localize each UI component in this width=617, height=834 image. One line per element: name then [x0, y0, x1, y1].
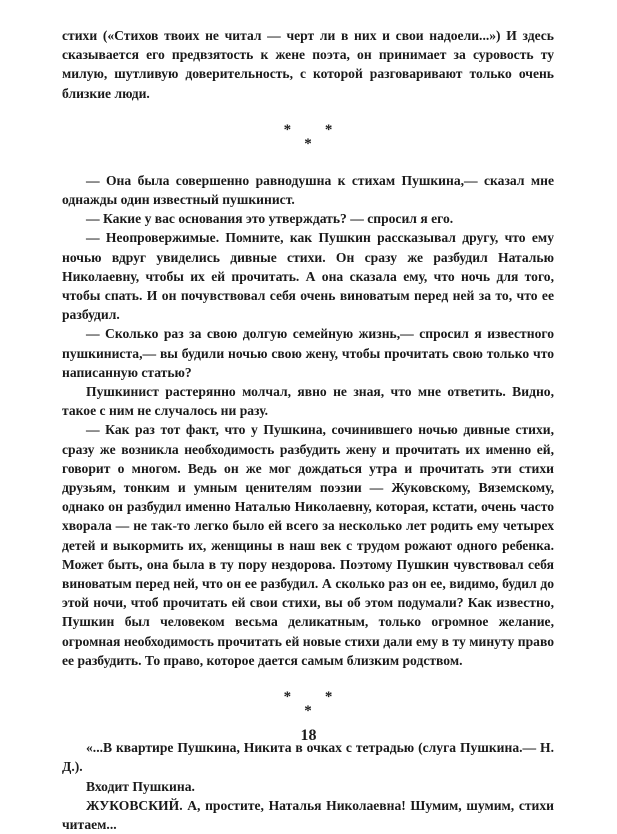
paragraph: — Как раз тот факт, что у Пушкина, сочинившего ночью дивные стихи, сразу же возникла необходимость разбудить жену и прочитать их именно ей, говорит о многом. Ведь он же мог дождаться утра и прочитать эти стихи друзьям, тонким и умным ценителям поэзии — Жуковскому, Вяземскому, однако он разбудил именно Наталью Николаевну, которая, кстати, очень часто хворала — не так-то легко было ей всего за несколько лет родить ему четырех детей и выкормить их, женщины в наш век с трудом рожают одного ребенка. Может быть, она была в ту пору нездорова. Поэтому Пушкин чувствовал себя виноватым перед ней, что он ее разбудил. А сколько раз он ее, видимо, будил до этой ночи, чтоб прочитать ей свои стихи, вы об этом подумали? Как известно, Пушкин был человеком весьма деликатным, только огромное желание, огромная необходимость прочитать ей новые стихи дали ему в ту минуту право ее разбудить. То право, которое дается самым близким родством. [62, 422, 554, 668]
section-separator [62, 123, 554, 151]
paragraph: ЖУКОВСКИЙ. А, простите, Наталья Николаевна! Шумим, шумим, стихи читаем... [62, 797, 554, 832]
page-body [62, 26, 554, 834]
separator-stars-bottom: * [304, 135, 312, 152]
page-number: 18 [300, 727, 317, 744]
paragraph: Пушкинист растерянно молчал, явно не зная, что мне ответить. Видно, такое с ним не случалось ни разу. [62, 384, 554, 419]
paragraph: — Она была совершенно равнодушна к стихам Пушкина,— сказал мне однажды один известный пушкинист. [62, 172, 554, 208]
separator-stars-bottom: * [304, 703, 312, 720]
separator-stars-top: * * [283, 689, 333, 706]
paragraph: — Сколько раз за свою долгую семейную жизнь,— спросил я известного пушкиниста,— вы будили ночью свою жену, чтобы прочитать свою только что написанную статью? [62, 326, 554, 380]
paragraph: «...В квартире Пушкина, Никита в очках с тетрадью (слуга Пушкина.— Н. Д.). [62, 740, 554, 775]
section-separator [62, 690, 554, 718]
paragraph: Входит Пушкина. [86, 778, 195, 794]
separator-stars-top: * * [283, 121, 333, 138]
opening-paragraph: стихи («Стихов твоих не читал — черт ли в них и свои надоели...») И здесь сказывается его предвзятость к жене поэта, он принимает за суровость ту милую, шутливую доверительность, с которой разговаривают только очень близкие люди. [62, 28, 554, 101]
paragraph: — Какие у вас основания это утверждать? — спросил я его. [86, 211, 454, 227]
paragraph: — Неопровержимые. Помните, как Пушкин рассказывал другу, что ему ночью вдруг увиделись дивные стихи. Он сразу же разбудил Наталью Николаевну, чтобы их ей прочитать. А она сказала ему, что ночь для того, чтобы спать. И он почувствовал себя очень виноватым перед ней за то, что ее разбудил. [62, 230, 554, 323]
